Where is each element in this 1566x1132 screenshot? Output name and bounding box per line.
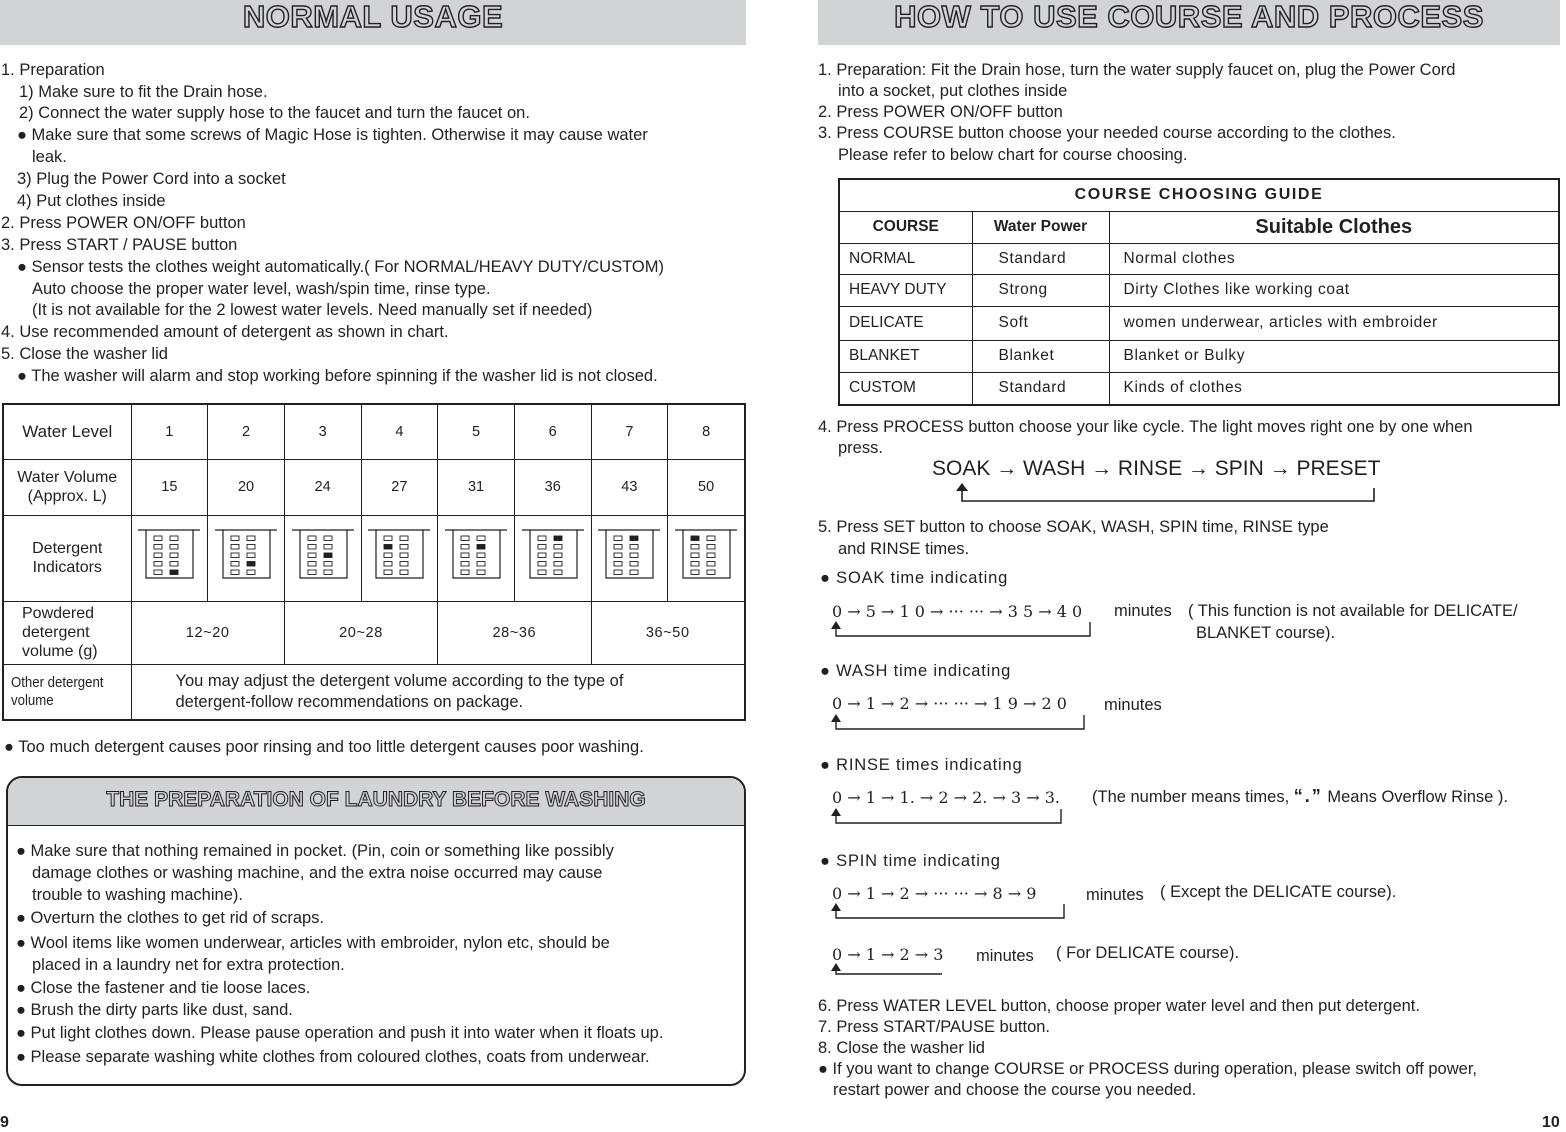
- indicator-lamp: [461, 553, 469, 558]
- water-level-cell: 1: [131, 404, 208, 459]
- detergent-indicator-icon: [521, 528, 585, 584]
- water-level-table: [2, 403, 746, 721]
- indicator-lamp: [324, 562, 332, 567]
- indicator-lamp: [538, 570, 546, 575]
- step-3-sensor: ● Sensor tests the clothes weight automatically.( For NORMAL/HEAVY DUTY/CUSTOM): [17, 258, 664, 276]
- normal-usage-title: NORMAL USAGE: [242, 0, 504, 34]
- indicator-lamp: [630, 553, 638, 558]
- indicator-lamp: [324, 570, 332, 575]
- water-level-cell: 5: [438, 404, 515, 459]
- rinse-sequence: 0 → 1 → 1. → 2 → 2. → 3 → 3.: [832, 788, 1060, 807]
- r-step-3-cont: Please refer to below chart for course choosing.: [838, 146, 1188, 164]
- indicator-lamp: [538, 545, 546, 550]
- indicator-lamp: [247, 570, 255, 575]
- course-name: NORMAL: [839, 243, 972, 274]
- water-level-label: Water Level: [3, 404, 131, 459]
- indicator-lamp: [384, 553, 392, 558]
- water-power: Strong: [972, 274, 1109, 306]
- water-volume-cell: 24: [284, 459, 361, 515]
- indicator-lamp: [614, 553, 622, 558]
- course-name: BLANKET: [839, 340, 972, 372]
- wash-heading: ● WASH time indicating: [820, 662, 1012, 680]
- indicator-cell: [361, 515, 438, 601]
- indicator-lamp: [691, 570, 699, 575]
- suitable-clothes: Blanket or Bulky: [1109, 340, 1559, 372]
- course-name: DELICATE: [839, 306, 972, 340]
- indicator-lamp-lit: [384, 545, 392, 550]
- indicator-lamp-lit: [691, 536, 699, 541]
- indicator-lamp: [231, 553, 239, 558]
- detergent-indicator-icon: [291, 528, 355, 584]
- powdered-detergent-label: Powdered detergent volume (g): [3, 601, 131, 664]
- prep-heading: 1. Preparation: [1, 61, 105, 79]
- indicator-cell: [208, 515, 285, 601]
- indicator-lamp: [400, 545, 408, 550]
- suitable-clothes: Dirty Clothes like working coat: [1109, 274, 1559, 306]
- page-number-right: 10: [1542, 1114, 1560, 1131]
- water-power: Soft: [972, 306, 1109, 340]
- indicator-lamp: [707, 562, 715, 567]
- indicator-lamp: [707, 545, 715, 550]
- water-power: Blanket: [972, 340, 1109, 372]
- prep-item: ● Wool items like women underwear, articles with embroider, nylon etc, should be: [16, 934, 610, 952]
- step-5-alarm: ● The washer will alarm and stop working before spinning if the washer lid is not closed.: [17, 367, 658, 385]
- water-level-cell: 6: [514, 404, 591, 459]
- water-volume-cell: 31: [438, 459, 515, 515]
- prep-step-4: 4) Put clothes inside: [17, 192, 166, 210]
- course-guide-title: COURSE CHOOSING GUIDE: [839, 179, 1559, 211]
- prep-item-cont: placed in a laundry net for extra protection.: [32, 956, 345, 974]
- step-3-note: (It is not available for the 2 lowest water levels. Need manually set if needed): [32, 301, 593, 319]
- indicator-cell: [438, 515, 515, 601]
- r-bullet-change: ● If you want to change COURSE or PROCESS during operation, please switch off power,: [818, 1060, 1477, 1078]
- indicator-lamp: [247, 553, 255, 558]
- indicator-lamp: [461, 562, 469, 567]
- water-power: Standard: [972, 372, 1109, 405]
- indicator-lamp: [384, 562, 392, 567]
- indicator-lamp: [461, 536, 469, 541]
- indicator-lamp-lit: [247, 562, 255, 567]
- indicator-lamp: [170, 545, 178, 550]
- indicator-lamp: [308, 536, 316, 541]
- r-step-6: 6. Press WATER LEVEL button, choose proper water level and then put detergent.: [818, 997, 1420, 1015]
- soak-unit: minutes: [1114, 602, 1172, 620]
- course-name: HEAVY DUTY: [839, 274, 972, 306]
- water-volume-cell: 50: [668, 459, 745, 515]
- indicator-lamp: [614, 545, 622, 550]
- indicator-lamp: [154, 570, 162, 575]
- course-name: CUSTOM: [839, 372, 972, 405]
- indicator-lamp: [707, 570, 715, 575]
- indicator-lamp: [384, 570, 392, 575]
- cycle-loop-arrow-icon: [952, 482, 1382, 506]
- prep-item-cont: trouble to washing machine).: [32, 886, 243, 904]
- indicator-lamp: [477, 562, 485, 567]
- water-volume-cell: 27: [361, 459, 438, 515]
- page-number-left: 9: [0, 1114, 9, 1131]
- spin-sequence: 0 → 1 → 2 → ··· ··· → 8 → 9: [832, 884, 1037, 903]
- indicator-lamp: [308, 545, 316, 550]
- suitable-clothes: Normal clothes: [1109, 243, 1559, 274]
- prep-step-2: 2) Connect the water supply hose to the faucet and turn the faucet on.: [19, 104, 530, 122]
- prep-item: ● Close the fastener and tie loose laces.: [16, 979, 311, 997]
- indicator-lamp: [554, 553, 562, 558]
- indicator-lamp: [614, 562, 622, 567]
- r-step-3: 3. Press COURSE button choose your needed course according to the clothes.: [818, 124, 1396, 142]
- indicator-lamp-lit: [630, 536, 638, 541]
- powder-range-cell: 28~36: [438, 601, 591, 664]
- indicator-lamp: [170, 536, 178, 541]
- course-process-header: [818, 0, 1560, 45]
- indicator-lamp: [614, 570, 622, 575]
- indicator-lamp: [538, 562, 546, 567]
- indicator-lamp: [400, 562, 408, 567]
- wash-sequence: 0 → 1 → 2 → ··· ··· → 1 9 → 2 0: [832, 694, 1067, 713]
- step-3-start: 3. Press START / PAUSE button: [1, 236, 238, 254]
- prep-item: ● Brush the dirty parts like dust, sand.: [16, 1001, 293, 1019]
- indicator-lamp: [477, 553, 485, 558]
- indicator-lamp: [707, 553, 715, 558]
- indicator-lamp: [477, 570, 485, 575]
- course-process-title: HOW TO USE COURSE AND PROCESS: [894, 0, 1484, 34]
- spin-note: ( Except the DELICATE course).: [1160, 883, 1397, 901]
- indicator-lamp: [538, 553, 546, 558]
- indicator-lamp: [400, 536, 408, 541]
- indicator-cell: [514, 515, 591, 601]
- water-volume-cell: 36: [514, 459, 591, 515]
- indicator-lamp: [231, 545, 239, 550]
- detergent-indicator-icon: [597, 528, 661, 584]
- water-volume-label: Water Volume (Approx. L): [3, 459, 131, 515]
- spin-delicate-sequence: 0 → 1 → 2 → 3: [832, 945, 944, 964]
- process-cycle: SOAK → WASH → RINSE → SPIN → PRESET: [932, 457, 1381, 480]
- indicator-lamp-lit: [477, 545, 485, 550]
- rinse-note: (The number means times, “.” Means Overflow Rinse ).: [1092, 786, 1508, 806]
- indicator-lamp: [554, 562, 562, 567]
- detergent-indicator-icon: [444, 528, 508, 584]
- indicator-lamp-lit: [170, 570, 178, 575]
- indicator-lamp-lit: [324, 553, 332, 558]
- r-step-1: 1. Preparation: Fit the Drain hose, turn the water supply faucet on, plug the Power Cord: [818, 61, 1456, 79]
- step-3-auto: Auto choose the proper water level, wash/spin time, rinse type.: [32, 280, 491, 298]
- laundry-preparation-title: THE PREPARATION OF LAUNDRY BEFORE WASHING: [106, 788, 646, 811]
- r-step-4-cont: press.: [838, 439, 883, 457]
- indicator-lamp: [324, 536, 332, 541]
- suitable-clothes: women underwear, articles with embroider: [1109, 306, 1559, 340]
- indicator-lamp: [614, 536, 622, 541]
- indicator-lamp: [308, 553, 316, 558]
- col-course: COURSE: [839, 211, 972, 243]
- prep-item: ● Make sure that nothing remained in pocket. (Pin, coin or something like possibly: [16, 842, 614, 860]
- detergent-indicator-icon: [367, 528, 431, 584]
- indicator-lamp: [247, 545, 255, 550]
- indicator-lamp: [308, 570, 316, 575]
- indicator-lamp: [154, 562, 162, 567]
- indicator-lamp: [231, 562, 239, 567]
- indicator-lamp: [630, 570, 638, 575]
- water-level-cell: 3: [284, 404, 361, 459]
- prep-item: ● Please separate washing white clothes from coloured clothes, coats from underwear.: [16, 1048, 650, 1066]
- soak-sequence: 0 → 5 → 1 0 → ··· ··· → 3 5 → 4 0: [832, 602, 1083, 621]
- indicator-lamp: [691, 553, 699, 558]
- spin-heading: ● SPIN time indicating: [820, 852, 1001, 870]
- r-step-1-cont: into a socket, put clothes inside: [838, 82, 1068, 100]
- water-volume-cell: 15: [131, 459, 208, 515]
- indicator-lamp: [707, 536, 715, 541]
- other-detergent-text: You may adjust the detergent volume according to the type of detergent-follow recommendations on package.: [131, 664, 745, 720]
- water-power: Standard: [972, 243, 1109, 274]
- indicator-lamp: [538, 536, 546, 541]
- r-step-5: 5. Press SET button to choose SOAK, WASH, SPIN time, RINSE type: [818, 518, 1329, 536]
- normal-usage-header: [0, 0, 746, 45]
- col-suitable-clothes: Suitable Clothes: [1109, 211, 1559, 243]
- wash-loop-arrow-icon: [826, 713, 1088, 735]
- indicator-lamp: [231, 570, 239, 575]
- indicator-lamp: [384, 536, 392, 541]
- rinse-loop-arrow-icon: [826, 807, 1066, 829]
- water-volume-cell: 43: [591, 459, 668, 515]
- powder-range-cell: 36~50: [591, 601, 745, 664]
- indicator-cell: [131, 515, 208, 601]
- indicator-lamp: [630, 562, 638, 567]
- prep-item: ● Overturn the clothes to get rid of scraps.: [16, 909, 325, 927]
- indicator-lamp: [691, 562, 699, 567]
- indicator-lamp: [554, 570, 562, 575]
- powder-range-cell: 12~20: [131, 601, 284, 664]
- soak-heading: ● SOAK time indicating: [820, 569, 1009, 587]
- detergent-indicators-label: Detergent Indicators: [3, 515, 131, 601]
- indicator-lamp: [691, 545, 699, 550]
- prep-step-3: 3) Plug the Power Cord into a socket: [17, 170, 286, 188]
- spin-delicate-note: ( For DELICATE course).: [1056, 944, 1240, 962]
- spin-delicate-arrow-icon: [826, 962, 946, 978]
- indicator-lamp: [154, 536, 162, 541]
- detergent-indicator-icon: [214, 528, 278, 584]
- indicator-lamp: [247, 536, 255, 541]
- indicator-lamp: [461, 570, 469, 575]
- other-detergent-label: Other detergent volume: [3, 664, 131, 720]
- laundry-preparation-header: [8, 778, 744, 826]
- wash-unit: minutes: [1104, 696, 1162, 714]
- prep-item: ● Put light clothes down. Please pause operation and push it into water when it floats up.: [16, 1024, 664, 1042]
- detergent-indicator-icon: [137, 528, 201, 584]
- spin-delicate-unit: minutes: [976, 947, 1034, 965]
- prep-item-cont: damage clothes or washing machine, and the extra noise occurred may cause: [32, 864, 603, 882]
- prep-bullet-screws-cont: leak.: [32, 148, 67, 166]
- r-bullet-change-cont: restart power and choose the course you needed.: [833, 1081, 1197, 1099]
- spin-unit: minutes: [1086, 886, 1144, 904]
- soak-loop-arrow-icon: [826, 620, 1096, 642]
- water-level-cell: 2: [208, 404, 285, 459]
- indicator-lamp: [154, 545, 162, 550]
- soak-note-2: BLANKET course).: [1196, 624, 1336, 642]
- water-level-cell: 8: [668, 404, 745, 459]
- spin-loop-arrow-icon: [826, 902, 1068, 924]
- indicator-cell: [668, 515, 745, 601]
- col-water-power: Water Power: [972, 211, 1109, 243]
- water-level-cell: 7: [591, 404, 668, 459]
- step-5-lid: 5. Close the washer lid: [1, 345, 168, 363]
- course-guide-table: [838, 178, 1560, 406]
- indicator-lamp: [400, 570, 408, 575]
- indicator-lamp: [477, 536, 485, 541]
- indicator-lamp: [154, 553, 162, 558]
- r-step-7: 7. Press START/PAUSE button.: [818, 1018, 1051, 1036]
- water-volume-cell: 20: [208, 459, 285, 515]
- r-step-2: 2. Press POWER ON/OFF button: [818, 103, 1063, 121]
- step-2-power: 2. Press POWER ON/OFF button: [1, 214, 246, 232]
- water-level-cell: 4: [361, 404, 438, 459]
- soak-note-1: ( This function is not available for DELICATE/: [1188, 602, 1518, 620]
- r-step-8: 8. Close the washer lid: [818, 1039, 985, 1057]
- indicator-lamp: [308, 562, 316, 567]
- detergent-note: ● Too much detergent causes poor rinsing and too little detergent causes poor washing.: [4, 738, 644, 756]
- indicator-lamp: [554, 545, 562, 550]
- r-step-5-cont: and RINSE times.: [838, 540, 970, 558]
- prep-step-1: 1) Make sure to fit the Drain hose.: [19, 83, 268, 101]
- indicator-lamp: [461, 545, 469, 550]
- indicator-lamp-lit: [554, 536, 562, 541]
- step-4-detergent: 4. Use recommended amount of detergent as shown in chart.: [1, 323, 449, 341]
- r-step-4: 4. Press PROCESS button choose your like cycle. The light moves right one by one when: [818, 418, 1473, 436]
- suitable-clothes: Kinds of clothes: [1109, 372, 1559, 405]
- indicator-lamp: [400, 553, 408, 558]
- indicator-lamp: [231, 536, 239, 541]
- indicator-lamp: [324, 545, 332, 550]
- indicator-lamp: [630, 545, 638, 550]
- indicator-cell: [284, 515, 361, 601]
- prep-bullet-screws: ● Make sure that some screws of Magic Hose is tighten. Otherwise it may cause water: [17, 126, 648, 144]
- rinse-heading: ● RINSE times indicating: [820, 756, 1023, 774]
- indicator-cell: [591, 515, 668, 601]
- indicator-lamp: [170, 553, 178, 558]
- powder-range-cell: 20~28: [284, 601, 437, 664]
- indicator-lamp: [170, 562, 178, 567]
- detergent-indicator-icon: [674, 528, 738, 584]
